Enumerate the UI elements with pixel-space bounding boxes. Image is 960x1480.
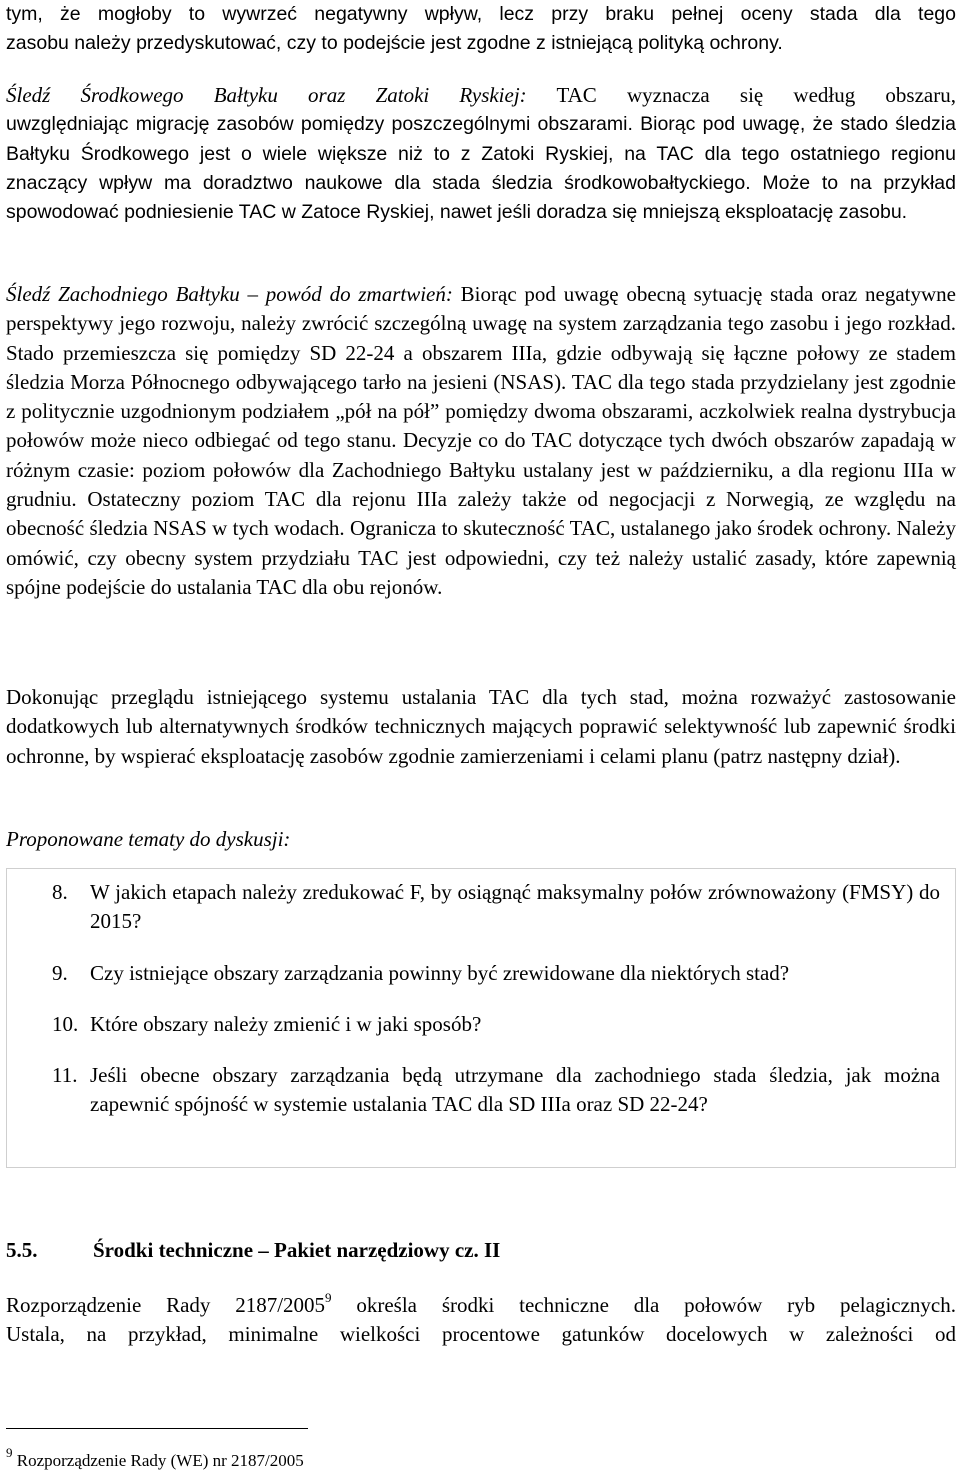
question-number: 10. — [52, 1011, 79, 1036]
paragraph-regulation — [6, 1291, 956, 1350]
regulation-text-before: Rozporządzenie Rady 2187/2005 — [6, 1293, 326, 1317]
paragraph-review — [6, 683, 956, 771]
paragraph-top — [6, 0, 956, 58]
regulation-line-2: Ustala, na przykład, minimalne wielkości procentowe gatunków docelowych w zależności od — [6, 1322, 956, 1347]
footnote-reference[interactable]: 9 — [325, 1290, 332, 1305]
question-number: 8. — [52, 880, 68, 904]
regulation-text-after: określa środki techniczne dla połowów ryb pelagicznych. — [331, 1293, 956, 1317]
list-item — [52, 1010, 940, 1039]
paragraph-review-text: Dokonując przeglądu istniejącego systemu ustalania TAC dla tych stad, można rozważyć zastosowanie dodatkowych lub alternatywnych środków technicznych mających poprawić selektywność lub zapewnić środki ochronne, by wspierać eksploatację zasobów zgodnie zamierzeniami i celami planu (patrz następny dział). — [6, 685, 956, 768]
section-title: Środki techniczne – Pakiet narzędziowy cz. II — [93, 1238, 501, 1262]
topics-heading: Proponowane tematy do dyskusji: — [6, 827, 291, 851]
paragraph-top-line-1: tym, że mogłoby to wywrzeć negatywny wpływ, lecz przy braku pełnej oceny stada dla tego — [6, 3, 956, 25]
paragraph-central-title: Śledź Środkowego Bałtyku oraz Zatoki Ryskiej: — [6, 83, 527, 107]
footnote-separator — [6, 1428, 308, 1429]
question-text: Jeśli obecne obszary zarządzania będą utrzymane dla zachodniego stada śledzia, jak można zapewnić spójność w systemie ustalania TAC dla SD IIIa oraz SD 22-24? — [90, 1063, 940, 1117]
list-item — [52, 878, 940, 937]
section-number: 5.5. — [6, 1238, 38, 1262]
list-item — [52, 1061, 940, 1120]
section-heading — [6, 1236, 500, 1265]
footnote-number: 9 — [6, 1445, 13, 1461]
paragraph-central-baltic — [6, 81, 956, 227]
paragraph-central-text-first: TAC wyznacza się według obszaru, — [526, 83, 956, 107]
question-text: W jakich etapach należy zredukować F, by osiągnąć maksymalny połów zrównoważony (FMSY) do 2015? — [90, 880, 940, 934]
paragraph-central-rest: Biorąc pod uwagę, że stado śledzia Bałtyku Środkowego jest o wiele większe niż to z Zatoki Ryskiej, na TAC dla tego ostatniego regionu znaczący wpływ ma doradztwo naukowe dla stada śledzia środkowobałtyckiego. Może to na przykład spowodować podniesienie TAC w Zatoce Ryskiej, nawet jeśli doradza się mniejszą eksploatację zasobu. — [6, 113, 956, 224]
paragraph-top-line-2: zasobu należy przedyskutować, czy to podejście jest zgodne z istniejącą polityką ochrony. — [6, 32, 783, 54]
paragraph-western-text: Biorąc pod uwagę obecną sytuację stada oraz negatywne perspektywy jego rozwoju, należy zwrócić szczególną uwagę na system zarządzania tego zasobu i jego rozkład. Stado przemieszcza się pomiędzy SD 22-24 a obszarem IIIa, gdzie odbywają się łączne połowy ze stadem śledzia Morza Północnego odbywającego tarło na jesieni (NSAS). TAC dla tego stada przydzielany jest zgodnie z politycznie uzgodnionym podziałem „pół na pół” pomiędzy dwoma obszarami, aczkolwiek realna dystrybucja połowów może nieco odbiegać od tego stanu. Decyzje co do TAC dotyczące tych dwóch obszarów zapadają w różnym czasie: poziom połowów dla Zachodniego Bałtyku ustalany jest w październiku, a dla regionu IIIa w grudniu. Ostateczny poziom TAC dla rejonu IIIa zależy także od negocjacji z Norwegią, ze względu na obecność śledzia NSAS w tych wodach. Ogranicza to skuteczność TAC, ustalanego jako środek ochrony. Należy omówić, czy obecny system przydziału TAC jest odpowiedni, czy też należy ustalić zasady, które zapewnią spójne podejście do ustalania TAC dla obu rejonów. — [6, 282, 956, 599]
question-number: 9. — [52, 960, 68, 985]
question-list — [52, 878, 940, 1120]
paragraph-western-title: Śledź Zachodniego Bałtyku – powód do zmartwień: — [6, 282, 453, 306]
question-text: Czy istniejące obszary zarządzania powinny być zrewidowane dla niektórych stad? — [90, 960, 790, 985]
footnote — [6, 1445, 304, 1472]
question-text: Które obszary należy zmienić i w jaki sposób? — [90, 1011, 482, 1036]
paragraph-central-line-2: uwzględniając migrację zasobów pomiędzy poszczególnymi obszarami. — [6, 113, 633, 136]
paragraph-western-baltic — [6, 280, 956, 602]
footnote-text: Rozporządzenie Rady (WE) nr 2187/2005 — [12, 1451, 304, 1470]
list-item — [52, 959, 940, 988]
question-number: 11. — [52, 1063, 78, 1088]
